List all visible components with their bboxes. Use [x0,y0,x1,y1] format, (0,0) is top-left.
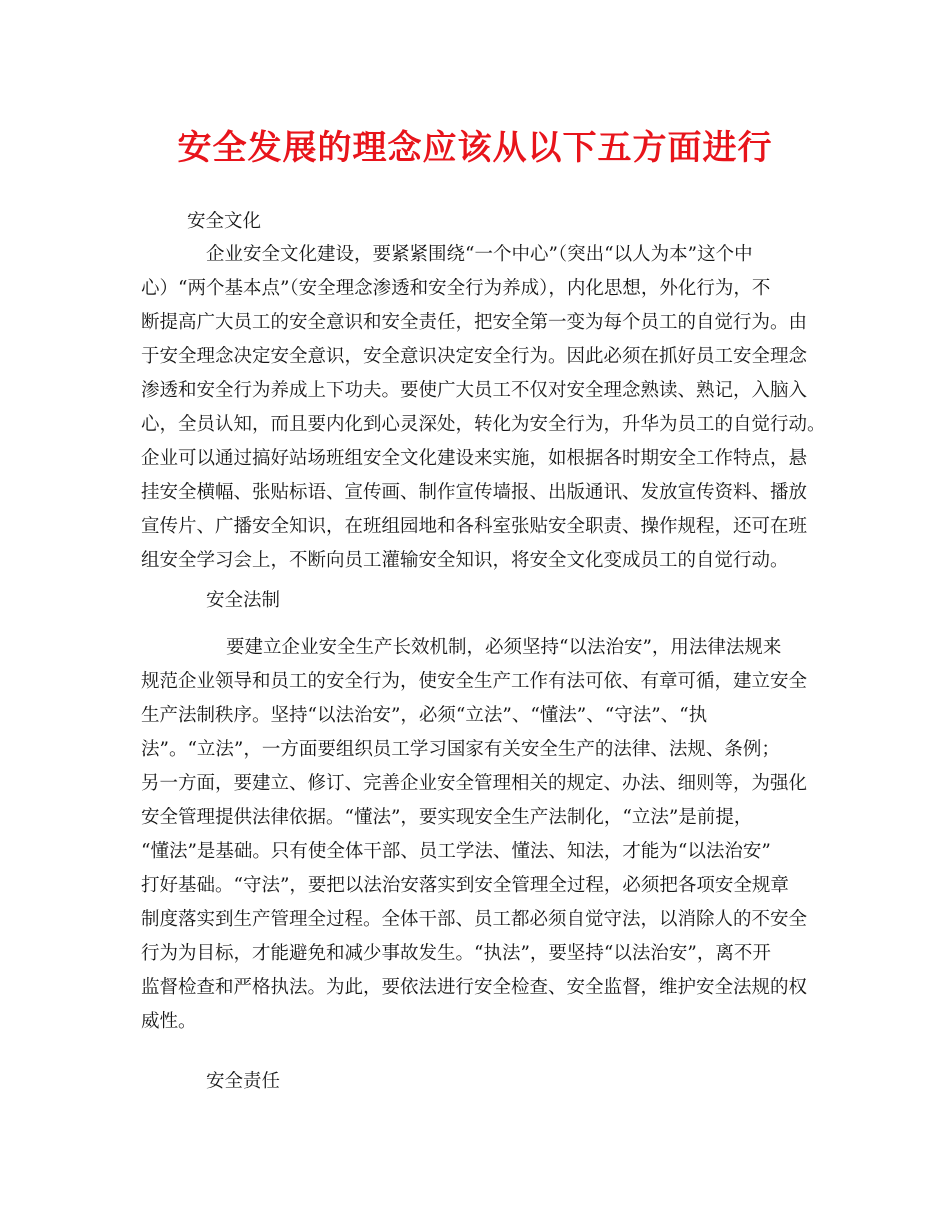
paragraph-line: 打好基础。“守法”，要把以法治安落实到安全管理全过程，必须把各项安全规章 [141,875,789,896]
paragraph-line: 行为为目标，才能避免和减少事故发生。“执法”，要坚持“以法治安”，离不开 [141,943,771,964]
paragraph-line: 另一方面，要建立、修订、完善企业安全管理相关的规定、办法、细则等，为强化 [141,773,808,794]
paragraph-line: 组安全学习会上，不断向员工灌输安全知识，将安全文化变成员工的自觉行动。 [141,550,789,571]
paragraph-line: 威性。 [141,1011,197,1032]
paragraph-line: 监督检查和严格执法。为此，要依法进行安全检查、安全监督，维护安全法规的权 [141,977,808,998]
paragraph-line: 规范企业领导和员工的安全行为，使安全生产工作有法可依、有章可循，建立安全 [141,671,808,692]
paragraph-line: 断提高广大员工的安全意识和安全责任，把安全第一变为每个员工的自觉行为。由 [141,312,808,333]
paragraph-line: 制度落实到生产管理全过程。全体干部、员工都必须自觉守法，以消除人的不安全 [141,909,808,930]
paragraph-line: 要建立企业安全生产长效机制，必须坚持“以法治安”，用法律法规来 [226,637,782,658]
section-heading-safety-culture: 安全文化 [187,211,262,232]
section-heading-safety-law: 安全法制 [206,590,281,611]
paragraph-line: 挂安全横幅、张贴标语、宣传画、制作宣传墙报、出版通讯、发放宣传资料、播放 [141,482,808,503]
section-heading-safety-responsibility: 安全责任 [206,1071,281,1092]
paragraph-line: 心）“两个基本点”（安全理念渗透和安全行为养成），内化思想，外化行为，不 [141,278,771,299]
paragraph-line: 于安全理念决定安全意识，安全意识决定安全行为。因此必须在抓好员工安全理念 [141,346,808,367]
paragraph-line: 安全管理提供法律依据。“懂法”，要实现安全生产法制化，“立法”是前提， [141,807,753,828]
paragraph-line: 心，全员认知，而且要内化到心灵深处，转化为安全行为，升华为员工的自觉行动。 [141,414,826,435]
paragraph-line: 企业可以通过搞好站场班组安全文化建设来实施，如根据各时期安全工作特点，悬 [141,448,808,469]
paragraph-line: 法”。“立法”，一方面要组织员工学习国家有关安全生产的法律、法规、条例； [141,739,780,760]
paragraph-line: 渗透和安全行为养成上下功夫。要使广大员工不仅对安全理念熟读、熟记，入脑入 [141,380,808,401]
paragraph-line: 生产法制秩序。坚持“以法治安”，必须“立法”、“懂法”、“守法”、“执 [141,705,708,726]
paragraph-line: 宣传片、广播安全知识，在班组园地和各科室张贴安全职责、操作规程，还可在班 [141,516,808,537]
document-title: 安全发展的理念应该从以下五方面进行 [177,128,773,168]
paragraph-line: “懂法”是基础。只有使全体干部、员工学法、懂法、知法，才能为“以法治安” [141,841,771,862]
paragraph-line: 企业安全文化建设，要紧紧围绕“一个中心”（突出“以人为本”这个中 [206,244,753,265]
